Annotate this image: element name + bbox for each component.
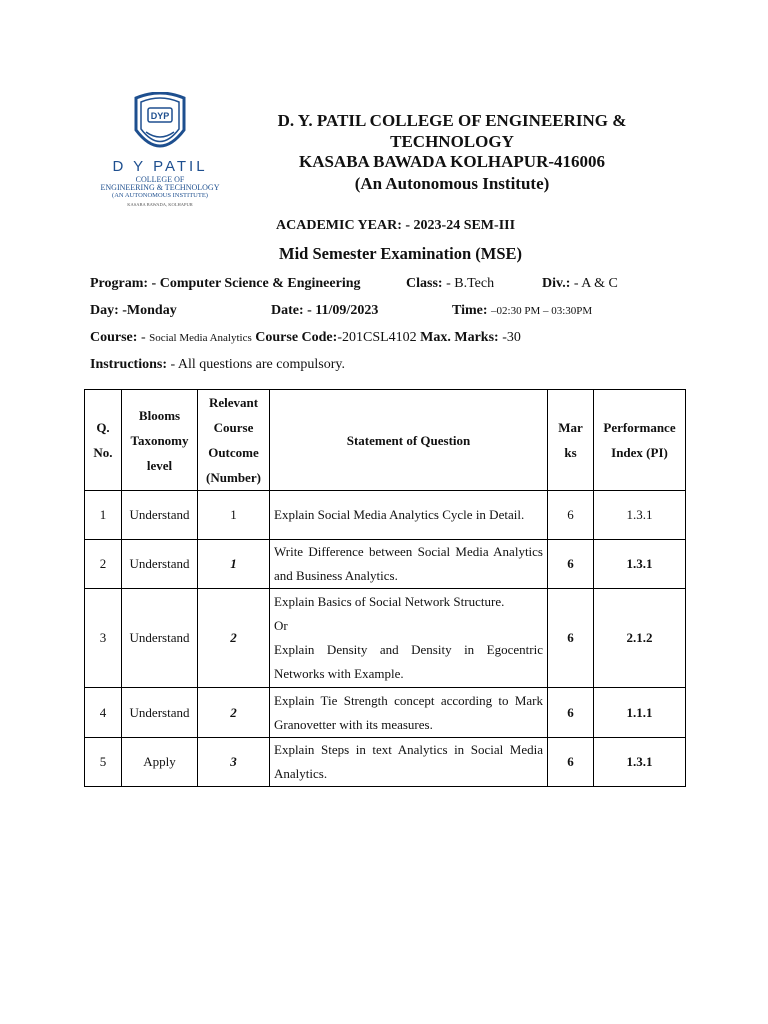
performance-index: 2.1.2: [594, 589, 686, 688]
logo-badge-text: DYP: [150, 111, 170, 121]
header-blooms: Blooms Taxonomy level: [122, 390, 198, 491]
table-row: [85, 491, 686, 540]
question-marks: 6: [548, 688, 594, 738]
class-label: Class:: [406, 276, 443, 291]
course-outcome: 1: [198, 491, 270, 540]
exam-title: Mid Semester Examination (MSE): [279, 244, 523, 263]
date-line: Date: - 11/09/2023: [271, 303, 379, 318]
logo-line-2: ENGINEERING & TECHNOLOGY: [100, 183, 220, 192]
div-label: Div.:: [542, 276, 571, 291]
table-row: [85, 738, 686, 787]
question-number: 2: [85, 540, 122, 589]
course-outcome: 1: [198, 540, 270, 589]
instructions-value: - All questions are compulsory.: [170, 357, 345, 372]
logo-line-3: (AN AUTONOMOUS INSTITUTE): [112, 192, 208, 199]
question-statement: [270, 589, 548, 688]
time-line: [452, 303, 592, 319]
college-crest-icon: [92, 92, 228, 158]
question-marks: 6: [548, 738, 594, 787]
performance-index: 1.3.1: [594, 491, 686, 540]
blooms-level: Understand: [122, 688, 198, 738]
academic-year: ACADEMIC YEAR: - 2023-24 SEM-III: [276, 218, 516, 233]
max-marks-label: Max. Marks:: [420, 330, 499, 345]
or-separator: Or: [274, 618, 288, 633]
course-line: [90, 330, 521, 346]
instructions-line: [90, 357, 345, 373]
table-row: [85, 589, 686, 688]
college-name: [250, 110, 654, 152]
course-outcome: 3: [198, 738, 270, 787]
question-number: 3: [85, 589, 122, 688]
performance-index: 1.3.1: [594, 738, 686, 787]
blooms-level: Apply: [122, 738, 198, 787]
course-code-value: -201CSL4102: [337, 330, 417, 345]
question-statement: Explain Steps in text Analytics in Social Media Analytics.: [270, 738, 548, 787]
performance-index: 1.1.1: [594, 688, 686, 738]
blooms-level: Understand: [122, 491, 198, 540]
college-name-line-2: TECHNOLOGY: [390, 132, 514, 151]
time-label: Time:: [452, 303, 488, 318]
header-statement: Statement of Question: [270, 390, 548, 491]
question-table: [84, 389, 686, 787]
table-header-row: [85, 390, 686, 491]
header-course-outcome: Relevant Course Outcome (Number): [198, 390, 270, 491]
program-line: [90, 276, 361, 292]
question-statement-a: Explain Basics of Social Network Structure.: [274, 594, 505, 609]
course-outcome: 2: [198, 589, 270, 688]
header-marks: Mar ks: [548, 390, 594, 491]
performance-index: 1.3.1: [594, 540, 686, 589]
college-logo: [92, 92, 228, 212]
question-number: 5: [85, 738, 122, 787]
day-line: Day: -Monday: [90, 303, 177, 318]
logo-name: D Y PATIL: [112, 158, 208, 175]
time-value: –02:30 PM – 03:30PM: [491, 305, 593, 317]
college-status: (An Autonomous Institute): [354, 174, 550, 193]
question-marks: 6: [548, 540, 594, 589]
table-row: [85, 540, 686, 589]
instructions-label: Instructions:: [90, 357, 168, 372]
max-marks-value: -30: [502, 330, 521, 345]
question-number: 1: [85, 491, 122, 540]
course-dash: -: [140, 330, 146, 345]
table-row: [85, 688, 686, 738]
question-statement: Explain Tie Strength concept according to Mark Granovetter with its measures.: [270, 688, 548, 738]
course-outcome: 2: [198, 688, 270, 738]
question-statement: Explain Social Media Analytics Cycle in Detail.: [270, 491, 548, 540]
header-pi: Performance Index (PI): [594, 390, 686, 491]
blooms-level: Understand: [122, 589, 198, 688]
question-marks: 6: [548, 491, 594, 540]
class-value: - B.Tech: [446, 276, 495, 291]
class-line: [406, 276, 494, 292]
program-value: Computer Science & Engineering: [159, 276, 361, 291]
question-number: 4: [85, 688, 122, 738]
college-address: KASABA BAWADA KOLHAPUR-416006: [298, 152, 606, 171]
question-statement-b: Explain Density and Density in Egocentric Networks with Example.: [274, 642, 543, 681]
blooms-level: Understand: [122, 540, 198, 589]
div-value: - A & C: [573, 276, 618, 291]
course-value: Social Media Analytics: [149, 332, 252, 344]
question-marks: 6: [548, 589, 594, 688]
question-statement: Write Difference between Social Media Analytics and Business Analytics.: [270, 540, 548, 589]
course-code-label: Course Code:: [255, 330, 338, 345]
header-qno: Q. No.: [85, 390, 122, 491]
div-line: [542, 276, 618, 292]
course-label: Course:: [90, 330, 138, 345]
college-name-line-1: D. Y. PATIL COLLEGE OF ENGINEERING &: [277, 111, 627, 130]
program-label: Program: -: [90, 276, 157, 291]
logo-line-1: COLLEGE OF: [135, 175, 185, 184]
logo-line-4: KASABA BAWADA, KOLHAPUR: [127, 202, 193, 207]
